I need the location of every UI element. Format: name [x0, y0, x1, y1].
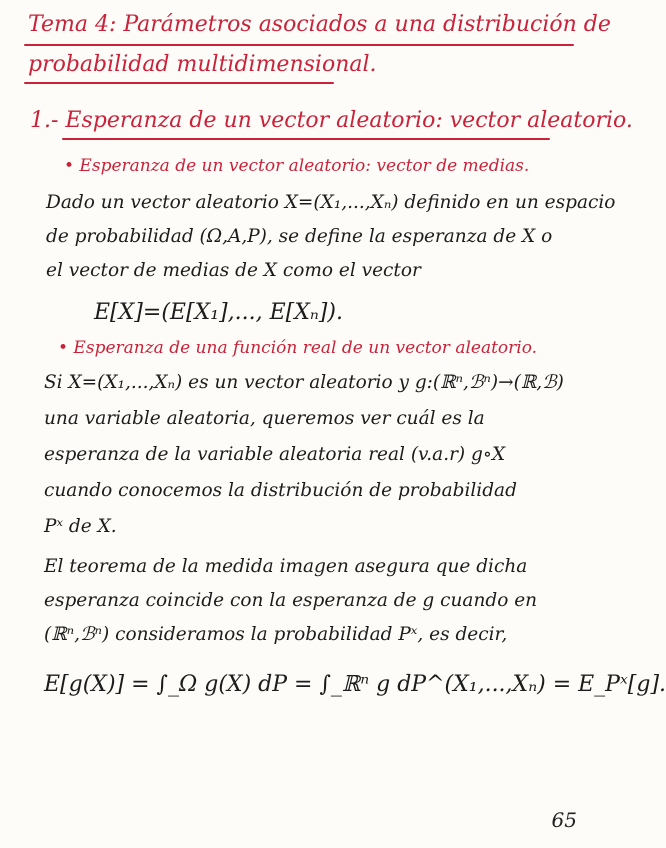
- sub2-line-6: El teorema de la medida imagen asegura que dicha: [44, 556, 528, 577]
- title-underline-1: [24, 44, 574, 46]
- sub1-formula: E[X]=(E[X₁],..., E[Xₙ]).: [94, 300, 343, 325]
- sub2-line-3: esperanza de la variable aleatoria real (v.a.r) g∘X: [44, 444, 506, 465]
- page-number: 65: [551, 808, 577, 832]
- sub1-line-1: Dado un vector aleatorio X=(X₁,...,Xₙ) definido en un espacio: [46, 192, 616, 213]
- subsection-2-heading: • Esperanza de una función real de un vector aleatorio.: [58, 338, 538, 358]
- title-line-1: Tema 4: Parámetros asociados a una distribución de: [28, 12, 611, 37]
- sub2-line-4: cuando conocemos la distribución de probabilidad: [44, 480, 517, 501]
- sub2-line-1: Si X=(X₁,...,Xₙ) es un vector aleatorio y g:(ℝⁿ,ℬⁿ)→(ℝ,ℬ): [44, 372, 564, 393]
- sub1-line-2: de probabilidad (Ω,A,P), se define la esperanza de X o: [46, 226, 553, 247]
- sub2-line-2: una variable aleatoria, queremos ver cuál es la: [44, 408, 485, 429]
- sub1-line-3: el vector de medias de X como el vector: [46, 260, 421, 281]
- title-underline-2: [24, 82, 334, 84]
- sub2-line-5: Pˣ de X.: [44, 516, 117, 537]
- sub2-formula: E[g(X)] = ∫_Ω g(X) dP = ∫_ℝⁿ g dP^(X₁,...,Xₙ) = E_Pˣ[g].: [44, 672, 666, 697]
- subsection-1-heading: • Esperanza de un vector aleatorio: vector de medias.: [64, 156, 530, 176]
- sub2-line-7: esperanza coincide con la esperanza de g cuando en: [44, 590, 538, 611]
- sub2-line-8: (ℝⁿ,ℬⁿ) consideramos la probabilidad Pˣ, es decir,: [44, 624, 508, 645]
- section-heading: 1.- Esperanza de un vector aleatorio: vector aleatorio.: [30, 108, 633, 133]
- section-underline: [62, 138, 550, 140]
- title-line-2: probabilidad multidimensional.: [28, 52, 377, 77]
